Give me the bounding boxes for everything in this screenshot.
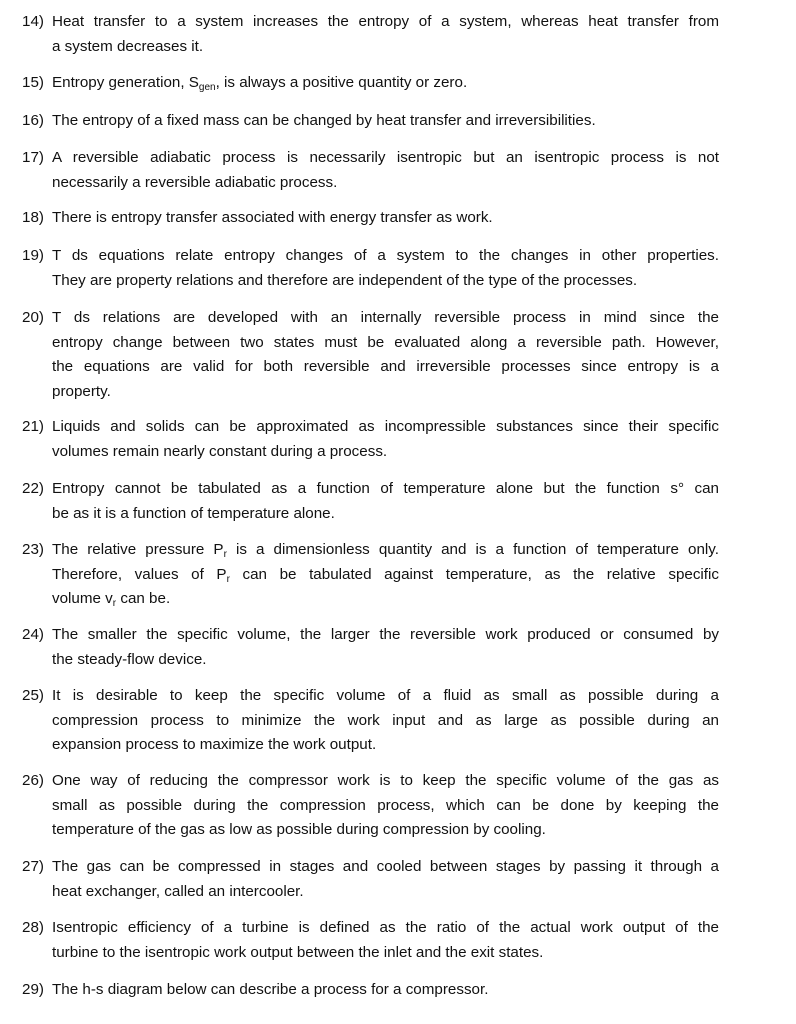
statement-line: necessarily a reversible adiabatic process. (52, 173, 338, 191)
statement-number: 28) (22, 919, 44, 936)
statement-18 (22, 206, 719, 231)
statement-number: 23) (22, 541, 44, 558)
statement-16 (22, 109, 719, 134)
statement-20 (22, 306, 719, 404)
statement-22 (22, 477, 719, 526)
statement-line: The smaller the specific volume, the larger the reversible work produced or consumed by (52, 626, 719, 643)
statement-text: Entropy generation, S (52, 74, 199, 91)
subscript-r: r (112, 598, 117, 609)
statement-text: , is always a positive quantity or zero. (215, 74, 468, 91)
statement-line: property. (52, 382, 111, 400)
statement-line (22, 563, 719, 588)
statement-line: A reversible adiabatic process is necessarily isentropic but an isentropic process is not (52, 149, 719, 166)
statement-line: be as it is a function of temperature alone. (52, 504, 335, 522)
statement-number: 20) (22, 309, 44, 326)
statement-line: compression process to minimize the work input and as large as possible during an (52, 711, 719, 729)
statement-line: One way of reducing the compressor work is to keep the specific volume of the gas as (52, 772, 719, 789)
statement-number: 19) (22, 247, 44, 264)
statement-line: They are property relations and therefore are independent of the type of the processes. (52, 271, 638, 289)
statement-line: The h-s diagram below can describe a process for a compressor. (52, 981, 489, 998)
statement-number: 22) (22, 480, 44, 497)
statement-line: Entropy cannot be tabulated as a function of temperature alone but the function s° can (52, 480, 719, 497)
statement-14 (22, 10, 719, 59)
subscript-r: r (223, 549, 227, 560)
statement-19 (22, 244, 719, 293)
subscript-gen: gen (198, 82, 216, 93)
statement-text: can be tabulated against temperature, as the relative specific (229, 565, 719, 583)
statement-23 (22, 538, 719, 612)
statement-number: 26) (22, 772, 44, 789)
statement-26 (22, 769, 719, 843)
statement-number: 29) (22, 981, 44, 998)
statement-line: turbine to the isentropic work output between the inlet and the exit states. (52, 943, 544, 961)
statement-line: temperature of the gas as low as possible during compression by cooling. (52, 821, 546, 838)
subscript-r: r (226, 573, 230, 585)
statement-text: Therefore, values of P (52, 565, 227, 583)
statement-line: small as possible during the compression process, which can be done by keeping the (52, 796, 719, 814)
statement-15 (22, 71, 719, 96)
statement-line: a system decreases it. (52, 37, 204, 55)
statement-line: It is desirable to keep the specific volume of a fluid as small as possible during a (52, 687, 719, 704)
statement-line: entropy change between two states must be evaluated along a reversible path. However, (52, 333, 719, 351)
statement-line: the steady-flow device. (52, 650, 207, 668)
statement-number: 25) (22, 687, 44, 704)
statement-28 (22, 916, 719, 965)
statement-number: 14) (22, 13, 44, 30)
statement-text: is a dimensionless quantity and is a function of temperature only. (226, 541, 719, 558)
statement-line: Heat transfer to a system increases the entropy of a system, whereas heat transfer from (52, 13, 719, 30)
statement-line: expansion process to maximize the work output. (52, 736, 377, 753)
statement-27 (22, 855, 719, 904)
statement-line: the equations are valid for both reversible and irreversible processes since entropy is a (52, 358, 719, 375)
statement-21 (22, 415, 719, 464)
statement-line (22, 587, 719, 612)
statement-text: can be. (116, 590, 171, 607)
statement-29 (22, 978, 719, 1003)
statement-line (22, 71, 719, 96)
statement-line: Liquids and solids can be approximated as incompressible substances since their specific (52, 418, 719, 435)
statement-number: 21) (22, 418, 44, 435)
statement-line: T ds equations relate entropy changes of a system to the changes in other properties. (52, 247, 719, 264)
statement-17 (22, 146, 719, 195)
statement-line: The gas can be compressed in stages and cooled between stages by passing it through a (52, 858, 719, 875)
statement-line: volumes remain nearly constant during a process. (52, 442, 388, 460)
statement-line: heat exchanger, called an intercooler. (52, 882, 304, 900)
statement-line: Isentropic efficiency of a turbine is defined as the ratio of the actual work output of the (52, 919, 719, 936)
statement-number: 16) (22, 112, 44, 129)
statement-number: 18) (22, 209, 44, 226)
statement-line: The entropy of a fixed mass can be changed by heat transfer and irreversibilities. (52, 112, 596, 129)
statement-line: There is entropy transfer associated with energy transfer as work. (52, 209, 493, 226)
statement-25 (22, 684, 719, 758)
statement-line: T ds relations are developed with an internally reversible process in mind since the (52, 309, 719, 326)
statement-text: The relative pressure P (52, 541, 224, 558)
statement-24 (22, 623, 719, 672)
statement-number: 24) (22, 626, 44, 643)
statement-text: volume v (52, 590, 113, 607)
statement-number: 17) (22, 149, 44, 166)
statement-number: 15) (22, 74, 44, 91)
statement-number: 27) (22, 858, 44, 875)
statement-line (22, 538, 719, 563)
